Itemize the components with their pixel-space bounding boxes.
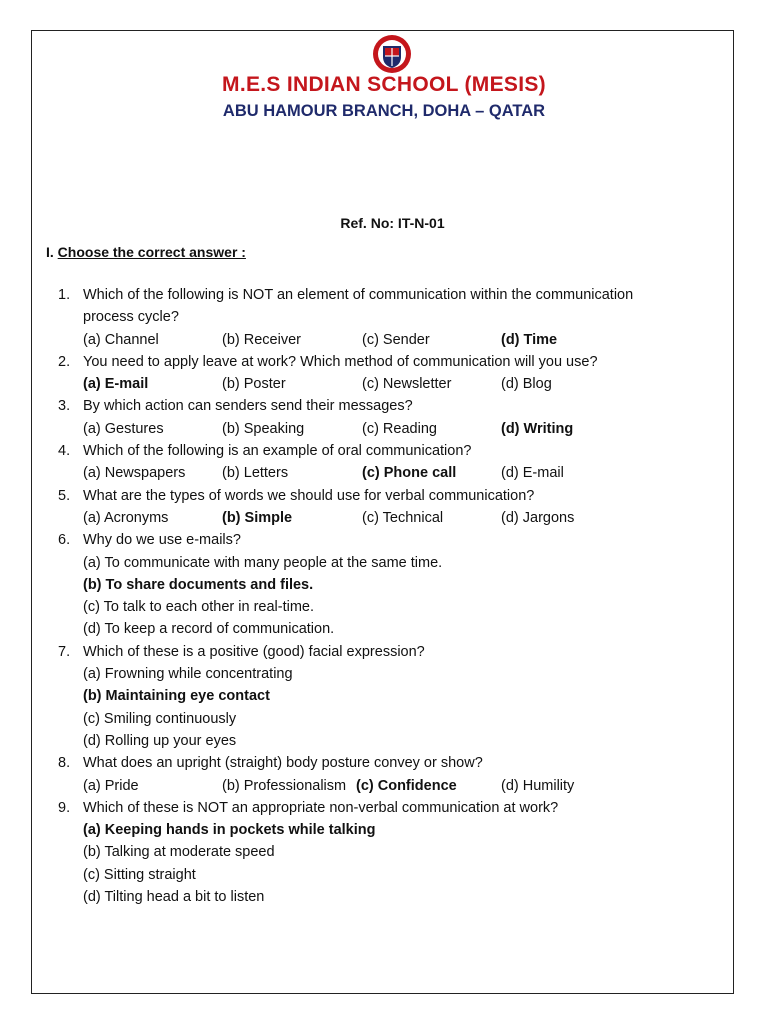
section-number: I. xyxy=(46,244,54,260)
question-1 xyxy=(0,284,768,306)
question-text: Which of these is a positive (good) facial expression? xyxy=(83,643,425,660)
question-3 xyxy=(0,395,768,417)
question-9-option-a xyxy=(0,819,768,841)
branch-name: ABU HAMOUR BRANCH, DOHA – QATAR xyxy=(222,101,546,120)
option-c-answer: (c) Phone call xyxy=(362,465,457,482)
option-c: (c) Sender xyxy=(362,331,430,348)
question-number: 5. xyxy=(58,487,71,504)
option-b-answer: (b) To share documents and files. xyxy=(83,576,314,593)
question-6 xyxy=(0,529,768,551)
question-8-options xyxy=(0,775,768,797)
option-b: (b) Receiver xyxy=(222,331,301,348)
question-text: What are the types of words we should use for verbal communication? xyxy=(83,487,535,504)
question-number: 4. xyxy=(58,443,71,460)
option-b: (b) Speaking xyxy=(222,420,305,437)
option-b-answer: (b) Simple xyxy=(222,509,293,526)
option-a: (a) Pride xyxy=(83,777,139,794)
option-d: (d) Humility xyxy=(501,777,575,794)
question-2-options xyxy=(0,373,768,395)
question-number: 9. xyxy=(58,799,71,816)
question-number: 7. xyxy=(58,643,71,660)
question-9-option-c xyxy=(0,864,768,886)
question-text: Which of the following is an example of oral communication? xyxy=(83,443,472,460)
question-9-option-b xyxy=(0,841,768,863)
option-b: (b) Letters xyxy=(222,465,289,482)
option-b-answer: (b) Maintaining eye contact xyxy=(83,688,270,705)
reference-number: Ref. No: IT-N-01 xyxy=(340,215,445,231)
question-5 xyxy=(0,485,768,507)
question-9 xyxy=(0,797,768,819)
option-c: (c) Smiling continuously xyxy=(83,710,237,727)
question-3-options xyxy=(0,418,768,440)
option-c: (c) Reading xyxy=(362,420,437,437)
question-text-continued: process cycle? xyxy=(83,309,179,326)
option-a: (a) Acronyms xyxy=(83,509,169,526)
question-5-options xyxy=(0,507,768,529)
option-d: (d) To keep a record of communication. xyxy=(83,621,335,638)
option-a: (a) Frowning while concentrating xyxy=(83,666,293,683)
question-number: 3. xyxy=(58,398,71,415)
question-text: Which of these is NOT an appropriate non-verbal communication at work? xyxy=(83,799,559,816)
option-b: (b) Poster xyxy=(222,376,286,393)
question-1-options xyxy=(0,329,768,351)
school-logo-icon xyxy=(367,33,417,75)
option-a: (a) Newspapers xyxy=(83,465,186,482)
question-7-option-a xyxy=(0,663,768,685)
question-6-option-d xyxy=(0,618,768,640)
question-text: You need to apply leave at work? Which method of communication will you use? xyxy=(83,353,598,370)
option-a: (a) Channel xyxy=(83,331,159,348)
option-d-answer: (d) Time xyxy=(501,331,558,348)
option-c-answer: (c) Confidence xyxy=(356,777,457,794)
question-text: Why do we use e-mails? xyxy=(83,532,241,549)
question-7-option-d xyxy=(0,730,768,752)
option-b: (b) Professionalism xyxy=(222,777,347,794)
question-number: 8. xyxy=(58,755,71,772)
question-6-option-a xyxy=(0,552,768,574)
question-7-option-c xyxy=(0,708,768,730)
option-a-answer: (a) E-mail xyxy=(83,376,149,393)
section-title: Choose the correct answer : xyxy=(57,244,246,260)
question-number: 2. xyxy=(58,353,71,370)
question-8 xyxy=(0,752,768,774)
option-d: (d) Rolling up your eyes xyxy=(83,732,237,749)
question-2 xyxy=(0,351,768,373)
question-6-option-b xyxy=(0,574,768,596)
question-1-continued xyxy=(0,306,768,328)
school-name: M.E.S INDIAN SCHOOL (MESIS) xyxy=(222,73,546,96)
question-7 xyxy=(0,641,768,663)
option-a: (a) Gestures xyxy=(83,420,164,437)
question-number: 1. xyxy=(58,287,71,303)
option-b: (b) Talking at moderate speed xyxy=(83,844,275,861)
question-text: What does an upright (straight) body posture convey or show? xyxy=(83,755,483,772)
option-d: (d) Jargons xyxy=(501,509,575,526)
question-text: By which action can senders send their messages? xyxy=(83,398,413,415)
option-a-answer: (a) Keeping hands in pockets while talking xyxy=(83,822,376,839)
option-c: (c) Technical xyxy=(362,509,444,526)
option-c: (c) To talk to each other in real-time. xyxy=(83,599,315,616)
section-heading xyxy=(46,244,246,260)
question-9-option-d xyxy=(0,886,768,908)
option-a: (a) To communicate with many people at the same time. xyxy=(83,554,443,571)
option-d: (d) E-mail xyxy=(501,465,564,482)
question-number: 6. xyxy=(58,532,71,549)
option-d: (d) Blog xyxy=(501,376,552,393)
option-d: (d) Tilting head a bit to listen xyxy=(83,889,265,906)
question-7-option-b xyxy=(0,685,768,707)
option-d-answer: (d) Writing xyxy=(501,420,574,437)
question-6-option-c xyxy=(0,596,768,618)
question-text: Which of the following is NOT an element of communication within the communication xyxy=(83,287,634,303)
question-4-options xyxy=(0,462,768,484)
option-c: (c) Newsletter xyxy=(362,376,452,393)
question-list xyxy=(0,284,768,908)
question-4 xyxy=(0,440,768,462)
option-c: (c) Sitting straight xyxy=(83,866,196,883)
